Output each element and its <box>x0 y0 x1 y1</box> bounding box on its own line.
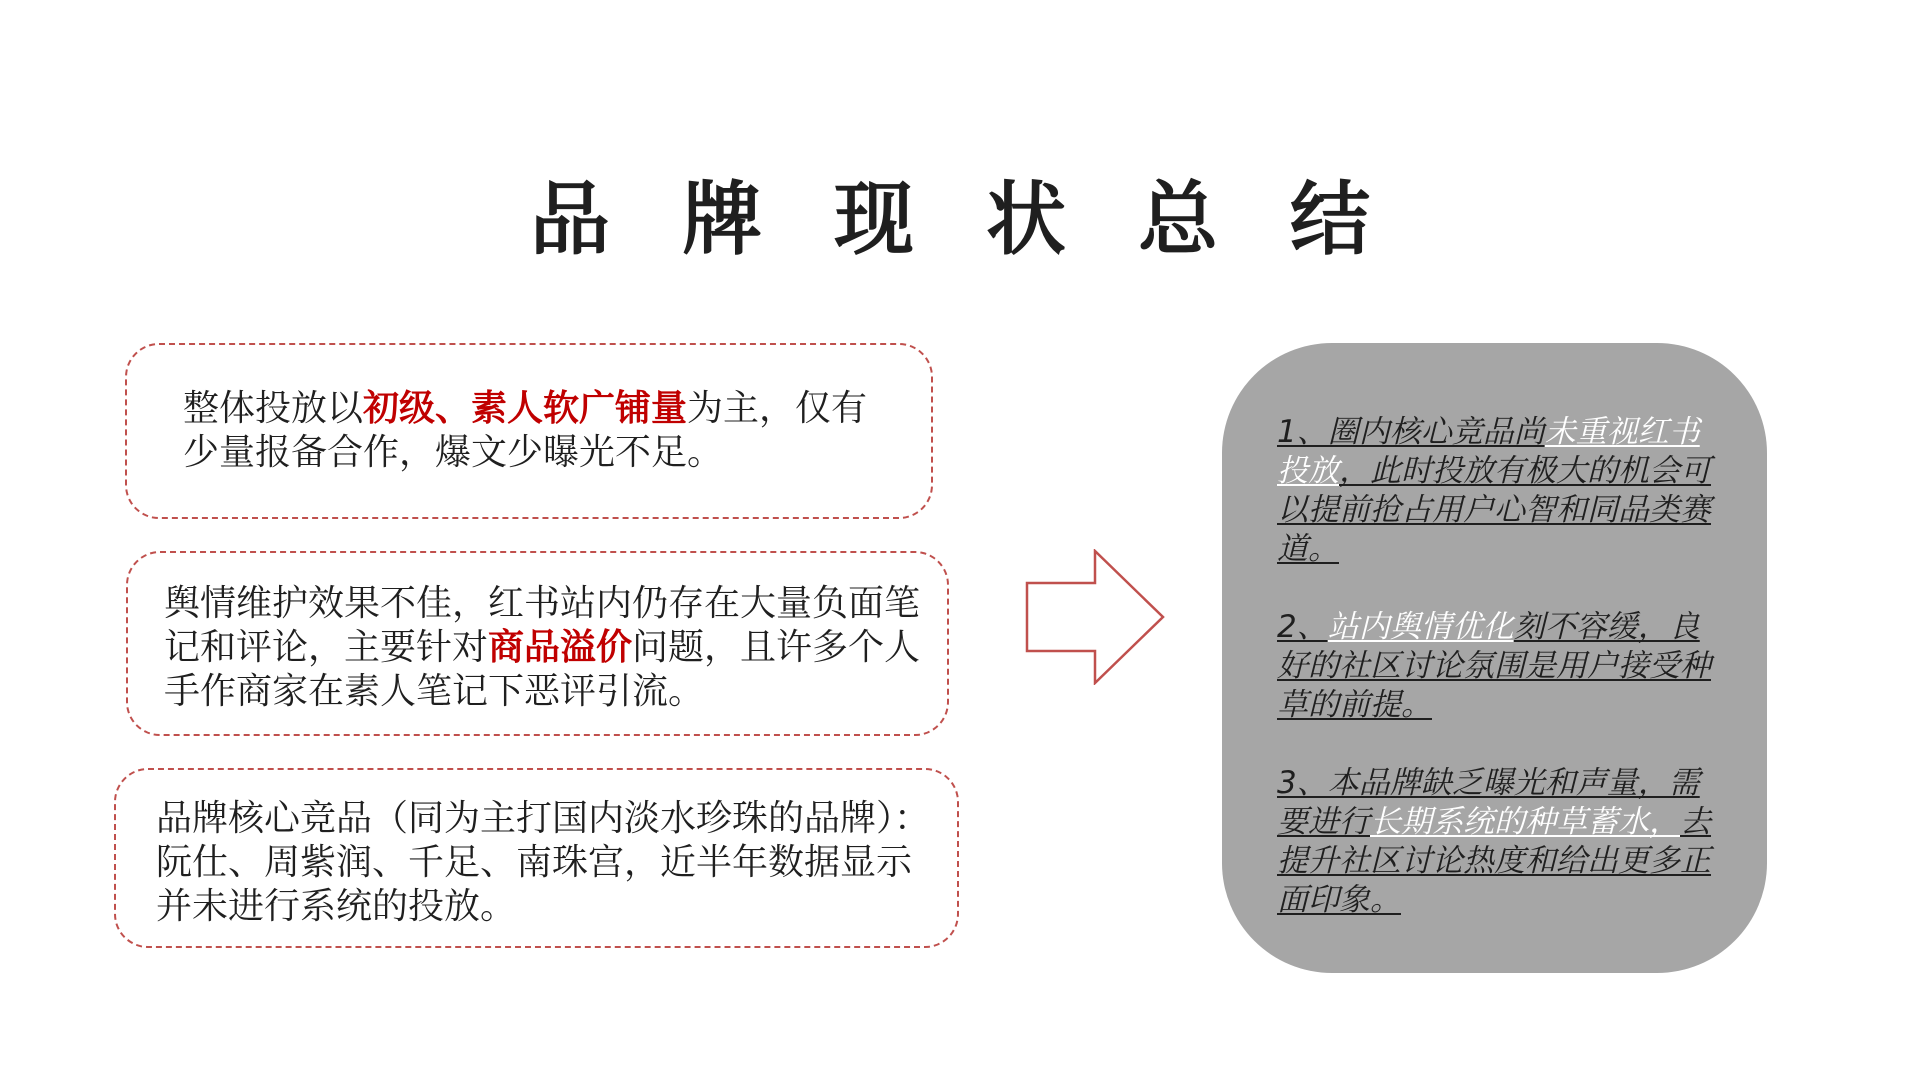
note-highlight: 初级、素人软广铺量 <box>363 388 688 429</box>
summary-emphasis: 长期系统的种草蓄水， <box>1370 804 1680 840</box>
page-title: 品牌现状总结 <box>530 173 1442 266</box>
summary-item: 2、站内舆情优化刻不容缓，良好的社区讨论氛围是用户接受种草的前提。 <box>1277 609 1711 723</box>
note-highlight: 商品溢价 <box>488 627 633 668</box>
summary-emphasis: 未重视红书投放 <box>1277 414 1700 489</box>
summary-panel <box>1222 343 1767 973</box>
note-text: 整体投放以 <box>183 388 364 429</box>
note-text: 品牌核心竞品（同为主打国内淡水珍珠的品牌）：阮仕、周紫润、千足、南珠宫，近半年数据显示并未进行系统的投放。 <box>156 798 931 927</box>
note-text: 问题，且许多个人手作商家在素人笔记下恶评引流。 <box>164 627 921 712</box>
summary-emphasis: 站内舆情优化 <box>1327 609 1514 645</box>
summary-item: 1、圈内核心竞品尚未重视红书投放，此时投放有极大的机会可以提前抢占用户心智和同品类赛道。 <box>1277 414 1711 567</box>
sentiment-note-box <box>126 551 949 736</box>
summary-item: 3、本品牌缺乏曝光和声量，需要进行长期系统的种草蓄水，去提升社区讨论热度和给出更多正面印象。 <box>1277 765 1711 918</box>
note-text: 为主，仅有少量报备合作，爆文少曝光不足。 <box>183 388 868 473</box>
note-text: 舆情维护效果不佳，红书站内仍存在大量负面笔记和评论，主要针对 <box>164 583 921 668</box>
competitor-note-box <box>114 768 959 948</box>
status-note-box <box>125 343 933 519</box>
arrow-right-icon <box>1025 549 1165 685</box>
